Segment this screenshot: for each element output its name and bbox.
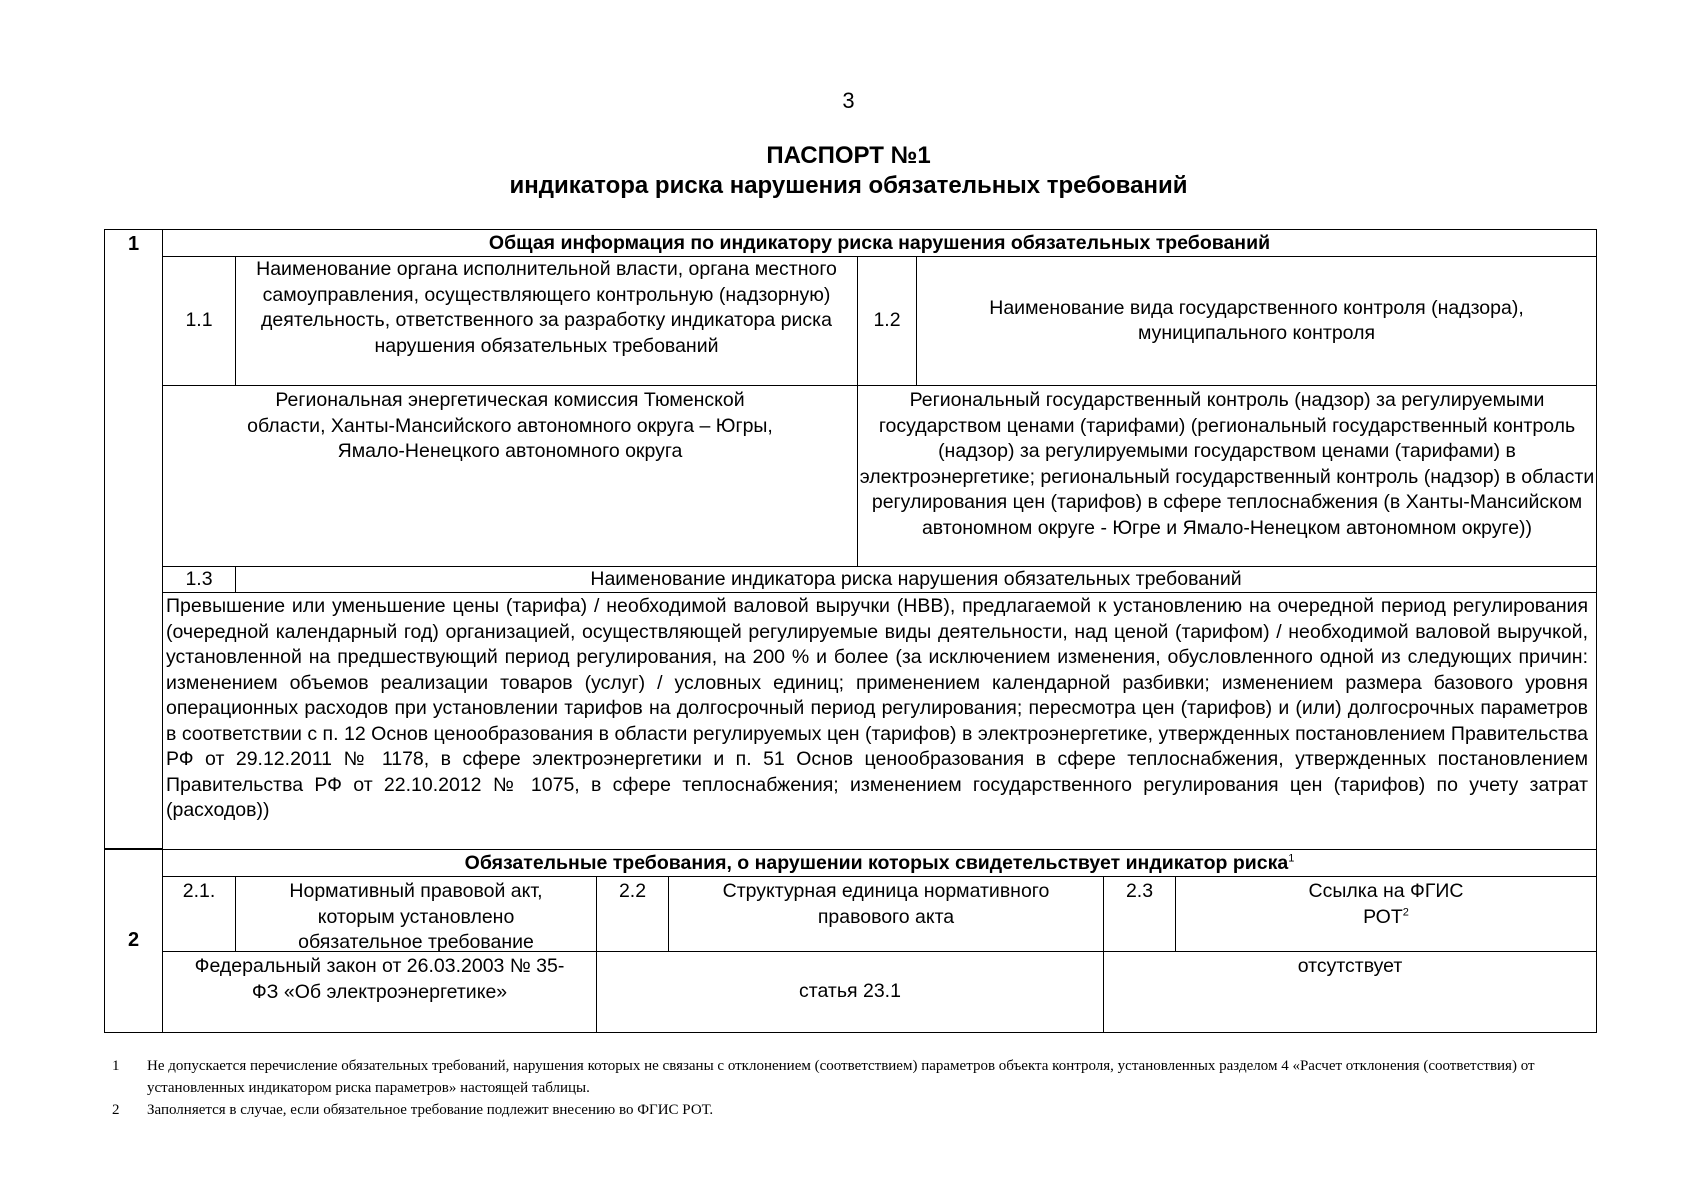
item-2-3-label-text: Ссылка на ФГИС РОТ — [1308, 880, 1464, 928]
footnote-2 — [112, 1099, 1562, 1121]
footnote-2-text: Заполняется в случае, если обязательное требование подлежит внесению во ФГИС РОТ. — [147, 1102, 714, 1118]
item-2-1-value: Федеральный закон от 26.03.2003 № 35-ФЗ «Об электроэнергетике» — [162, 951, 597, 1033]
item-1-2-number — [857, 256, 917, 386]
footnote-1 — [112, 1055, 1562, 1099]
footnote-ref-2[interactable]: 2 — [1402, 906, 1409, 918]
item-1-2-label — [916, 256, 1597, 386]
item-1-1-label: Наименование органа исполнительной власти, органа местного самоуправления, осуществляющего контрольную (надзорную) деятельность, ответственного за разработку индикатора риска нарушения обязательных требований — [235, 256, 858, 386]
footnote-2-number: 2 — [112, 1102, 120, 1118]
item-1-2-label-text: Наименование вида государственного контроля (надзора), муниципального контроля — [989, 296, 1524, 344]
title-line-2: индикатора риска нарушения обязательных требований — [509, 172, 1188, 199]
item-2-2-number: 2.2 — [596, 876, 669, 952]
item-1-3-label: Наименование индикатора риска нарушения обязательных требований — [235, 566, 1597, 593]
section-2-number — [104, 849, 163, 1033]
section-1-header: Общая информация по индикатору риска нарушения обязательных требований — [162, 229, 1597, 257]
item-2-3-number: 2.3 — [1103, 876, 1176, 952]
item-1-3-value: Превышение или уменьшение цены (тарифа) / необходимой валовой выручки (НВВ), предлагаемой к установлению на очередной период регулирования (очередной календарный год) организацией, осуществляющей регулируемые виды деятельности, над ценой (тарифом) / необходимой валовой выручкой, установленной на предшествующий период регулирования, на 200 % и более (за исключением изменения, обусловленного одной из следующих причин: изменением объемов реализации товаров (услуг) / условных единиц; применением календарной разбивки; изменением размера базового уровня операционных расходов при установлении тарифов на долгосрочный период регулирования; пересмотра цен (тарифов) и (или) долгосрочных параметров в соответствии с п. 12 Основ ценообразования в области регулируемых цен (тарифов) в электроэнергетике, утвержденных постановлением Правительства РФ от 29.12.2011 № 1178, в сфере электроэнергетики и п. 51 Основ ценообразования в сфере теплоснабжения, утвержденных постановлением Правительства РФ от 22.10.2012 № 1075, в сфере теплоснабжения; изменением государственного регулирования цен (тарифов) по учету затрат (расходов)) — [162, 592, 1597, 850]
item-2-3-label — [1175, 876, 1597, 952]
item-2-2-label: Структурная единица нормативного правового акта — [668, 876, 1104, 952]
item-2-3-value: отсутствует — [1103, 951, 1597, 1033]
footnote-1-number: 1 — [112, 1058, 120, 1074]
footnotes — [112, 1055, 1562, 1121]
item-2-2-value-text: статья 23.1 — [799, 980, 901, 1003]
section-2-header-text: Обязательные требования, о нарушении которых свидетельствует индикатор риска — [464, 852, 1289, 874]
section-2-header — [162, 849, 1597, 877]
page-number: 3 — [842, 88, 855, 113]
item-2-2-value — [596, 951, 1104, 1033]
document-title — [0, 141, 1697, 201]
section-1-number: 1 — [104, 229, 163, 849]
footnote-1-text: Не допускается перечисление обязательных требований, нарушения которых не связаны с отклонением (соответствием) параметров объекта контроля, установленных разделом 4 «Расчет отклонения (соответствия) от установленных индикатором риска параметров» настоящей таблицы. — [147, 1058, 1535, 1096]
item-2-1-label: Нормативный правовой акт, которым установлено обязательное требование — [235, 876, 597, 952]
item-1-2-value: Региональный государственный контроль (надзор) за регулируемыми государством ценами (тарифами) (региональный государственный контроль (надзор) за регулируемыми государством ценами (тарифами) в электроэнергетике; региональный государственный контроль (надзор) в области регулирования цен (тарифов) в сфере теплоснабжения (в Ханты-Мансийском автономном округе - Югре и Ямало-Ненецком автономном округе)) — [857, 385, 1597, 567]
item-1-1-number-text: 1.1 — [185, 309, 213, 332]
section-2-number-text: 2 — [127, 929, 140, 952]
footnote-ref-1[interactable]: 1 — [1288, 852, 1295, 865]
item-1-3-number: 1.3 — [162, 566, 236, 593]
item-1-2-number-text: 1.2 — [873, 309, 901, 332]
item-2-1-number: 2.1. — [162, 876, 236, 952]
item-1-1-value: Региональная энергетическая комиссия Тюменской области, Ханты-Мансийского автономного округа – Югры, Ямало-Ненецкого автономного округа — [162, 385, 858, 567]
title-line-1: ПАСПОРТ №1 — [766, 142, 931, 169]
item-1-1-number — [162, 256, 236, 386]
